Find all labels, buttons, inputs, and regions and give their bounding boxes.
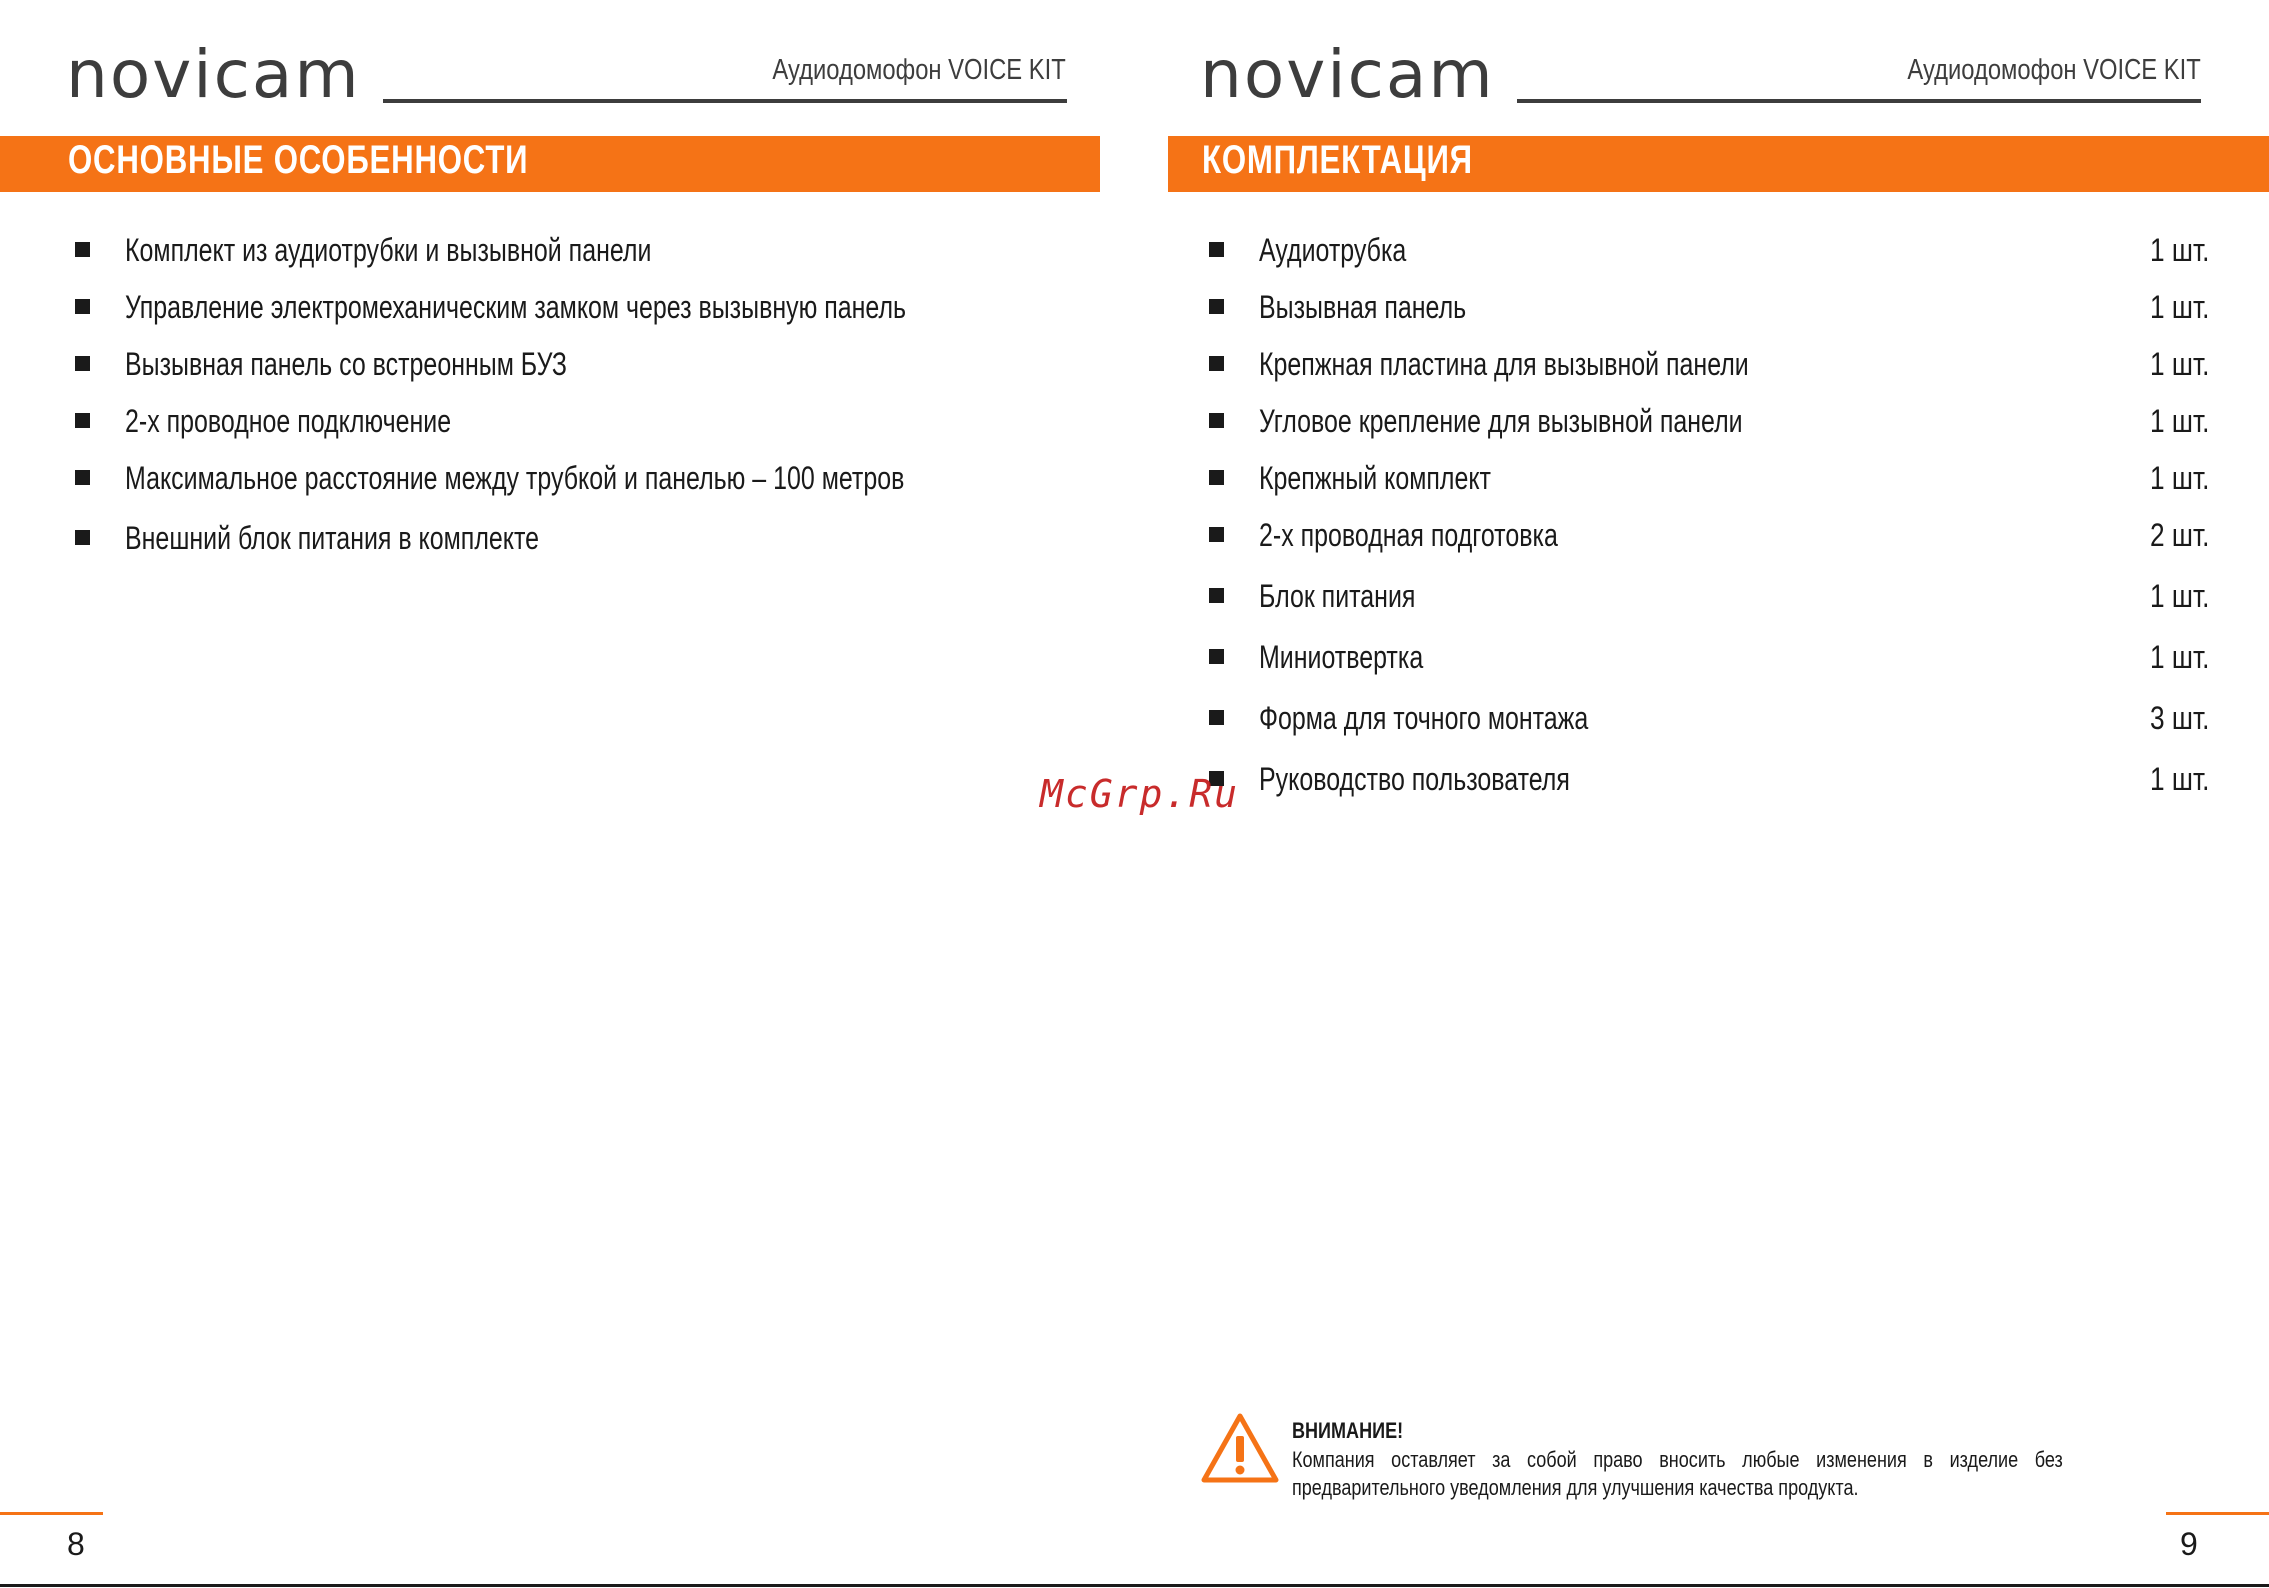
bullet-icon: [75, 299, 90, 314]
feature-text: Максимальное расстояние между трубкой и панелью – 100 метров: [125, 460, 905, 496]
list-item: [75, 401, 1075, 441]
feature-text: Вызывная панель со встреонным БУЗ: [125, 346, 567, 382]
list-item: [1209, 401, 2209, 441]
warning-title: ВНИМАНИЕ!: [1292, 1418, 1404, 1443]
watermark: McGrp.Ru: [1040, 772, 1240, 816]
item-quantity: 1 шт.: [2149, 460, 2209, 496]
feature-text: Управление электромеханическим замком через вызывную панель: [125, 289, 907, 325]
item-quantity: 1 шт.: [2149, 761, 2209, 797]
feature-text: Внешний блок питания в комплекте: [125, 520, 539, 556]
bullet-icon: [1209, 242, 1224, 257]
item-name: Крепжная пластина для вызывной панели: [1259, 346, 1749, 382]
list-item: [75, 344, 1075, 384]
section-title: ОСНОВНЫЕ ОСОБЕННОСТИ: [68, 138, 529, 182]
item-quantity: 1 шт.: [2149, 403, 2209, 439]
item-name: Блок питания: [1259, 578, 1416, 614]
item-quantity: 1 шт.: [2149, 346, 2209, 382]
bullet-icon: [1209, 299, 1224, 314]
footer-accent-line: [0, 1512, 103, 1515]
right-page: [1134, 0, 2269, 1588]
item-quantity: 1 шт.: [2149, 232, 2209, 268]
item-name: Форма для точного монтажа: [1259, 700, 1589, 736]
list-item: [1209, 458, 2209, 498]
package-contents-list: [1134, 0, 2269, 1588]
header-title: Аудиодомофон VOICE KIT: [772, 54, 1066, 86]
list-item: [1209, 759, 2209, 799]
list-item: [1209, 515, 2209, 555]
features-list: [0, 0, 1134, 1588]
feature-text: 2-х проводное подключение: [125, 403, 452, 439]
item-name: Руководство пользователя: [1259, 761, 1570, 797]
list-item: [1209, 637, 2209, 677]
bullet-icon: [75, 413, 90, 428]
bullet-icon: [1209, 527, 1224, 542]
list-item: [1209, 698, 2209, 738]
list-item: [75, 518, 1075, 558]
item-quantity: 1 шт.: [2149, 578, 2209, 614]
bullet-icon: [75, 470, 90, 485]
footer-accent-line: [2166, 1512, 2269, 1515]
bottom-rule: [0, 1584, 2269, 1587]
list-item: [1209, 287, 2209, 327]
item-quantity: 2 шт.: [2149, 517, 2209, 553]
list-item: [1209, 230, 2209, 270]
list-item: [1209, 344, 2209, 384]
header-title: Аудиодомофон VOICE KIT: [1907, 54, 2201, 86]
bullet-icon: [1209, 470, 1224, 485]
section-title: КОМПЛЕКТАЦИЯ: [1202, 138, 1473, 182]
item-name: Вызывная панель: [1259, 289, 1467, 325]
bullet-icon: [1209, 356, 1224, 371]
warning-triangle-icon: [1200, 1412, 1280, 1484]
item-name: Миниотвертка: [1259, 639, 1424, 675]
list-item: [75, 287, 1075, 327]
bullet-icon: [75, 530, 90, 545]
list-item: [1209, 576, 2209, 616]
item-quantity: 3 шт.: [2149, 700, 2209, 736]
item-quantity: 1 шт.: [2149, 639, 2209, 675]
item-name: 2-х проводная подготовка: [1259, 517, 1558, 553]
bullet-icon: [1209, 710, 1224, 725]
novicam-logo: novicam: [66, 36, 361, 113]
list-item: [75, 230, 1075, 270]
bullet-icon: [1209, 588, 1224, 603]
item-name: Аудиотрубка: [1259, 232, 1407, 268]
page-number: 8: [67, 1526, 85, 1562]
page-number: 9: [2180, 1526, 2198, 1562]
bullet-icon: [1209, 413, 1224, 428]
novicam-logo: novicam: [1200, 36, 1495, 113]
item-name: Крепжный комплект: [1259, 460, 1491, 496]
item-name: Угловое крепление для вызывной панели: [1259, 403, 1743, 439]
bullet-icon: [75, 356, 90, 371]
item-quantity: 1 шт.: [2149, 289, 2209, 325]
feature-text: Комплект из аудиотрубки и вызывной панели: [125, 232, 652, 268]
left-page: [0, 0, 1134, 1588]
bullet-icon: [75, 242, 90, 257]
list-item: [75, 458, 1075, 498]
bullet-icon: [1209, 649, 1224, 664]
warning-text: Компания оставляет за собой право вносить любые изменения в изделие без предварительного уведомления для улучшения качества продукта.: [1292, 1447, 2063, 1500]
